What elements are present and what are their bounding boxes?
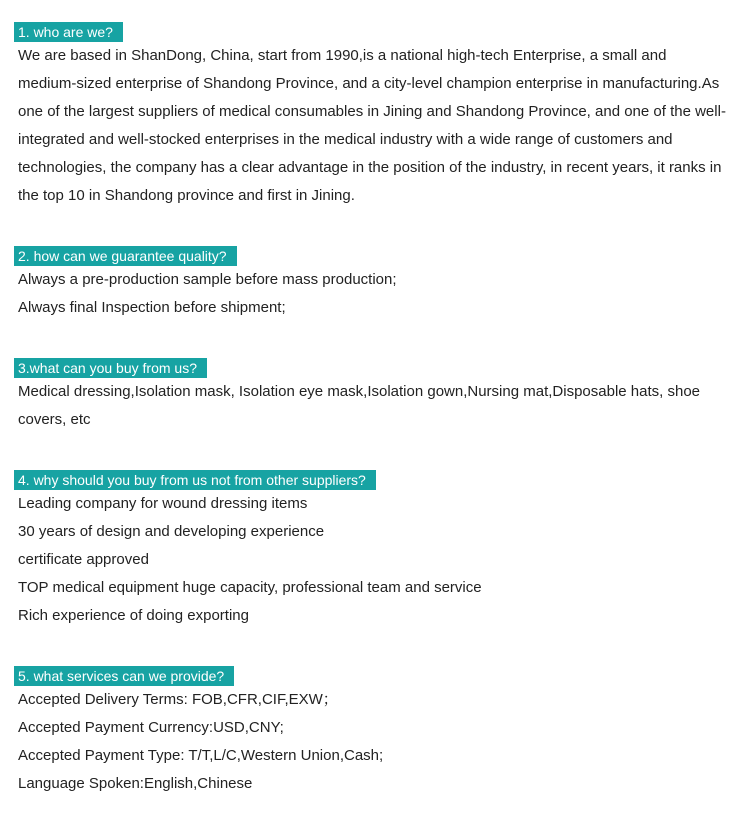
question-heading: 2. how can we guarantee quality?: [14, 246, 237, 266]
answer-line: Accepted Payment Type: T/T,L/C,Western Union,Cash;: [18, 747, 384, 764]
answer-line: Always final Inspection before shipment;: [18, 299, 286, 316]
faq-section-why-us: [14, 470, 750, 630]
answer-line: Leading company for wound dressing items: [18, 495, 308, 512]
answer-line: 30 years of design and developing experience: [18, 523, 325, 540]
answer-list: [14, 686, 750, 798]
answer-paragraph: [14, 378, 726, 434]
question-heading: 5. what services can we provide?: [14, 666, 234, 686]
answer-line: Accepted Delivery Terms: FOB,CFR,CIF,EXW；: [18, 691, 338, 708]
faq-section-products: [14, 358, 726, 434]
answer-list: [14, 266, 750, 322]
answer-line: Language Spoken:English,Chinese: [18, 775, 253, 792]
answer-list: [14, 490, 750, 630]
question-heading: 3.what can you buy from us?: [14, 358, 207, 378]
faq-section-who-are-we: [14, 22, 726, 210]
question-heading: 4. why should you buy from us not from other suppliers?: [14, 470, 376, 490]
answer-line: certificate approved: [18, 551, 149, 568]
answer-paragraph: [14, 42, 726, 210]
faq-section-services: [14, 666, 750, 798]
answer-line: Rich experience of doing exporting: [18, 607, 249, 624]
faq-section-quality: [14, 246, 750, 322]
answer-line: Accepted Payment Currency:USD,CNY;: [18, 719, 284, 736]
answer-text: We are based in ShanDong, China, start from 1990,is a national high-tech Enterprise, a small and medium-sized enterprise of Shandong Province, and a city-level champion enterprise in manufacturing.As one of the largest suppliers of medical consumables in Jining and Shandong Province, and one of the well-integrated and well-stocked enterprises in the medical industry with a wide range of customers and technologies, the company has a clear advantage in the position of the industry, in recent years, it ranks in the top 10 in Shandong province and first in Jining.: [18, 47, 726, 204]
answer-line: Always a pre-production sample before mass production;: [18, 271, 397, 288]
question-heading: 1. who are we?: [14, 22, 123, 42]
answer-line: TOP medical equipment huge capacity, professional team and service: [18, 579, 482, 596]
answer-text: Medical dressing,Isolation mask, Isolation eye mask,Isolation gown,Nursing mat,Disposable hats, shoe covers, etc: [18, 383, 701, 428]
